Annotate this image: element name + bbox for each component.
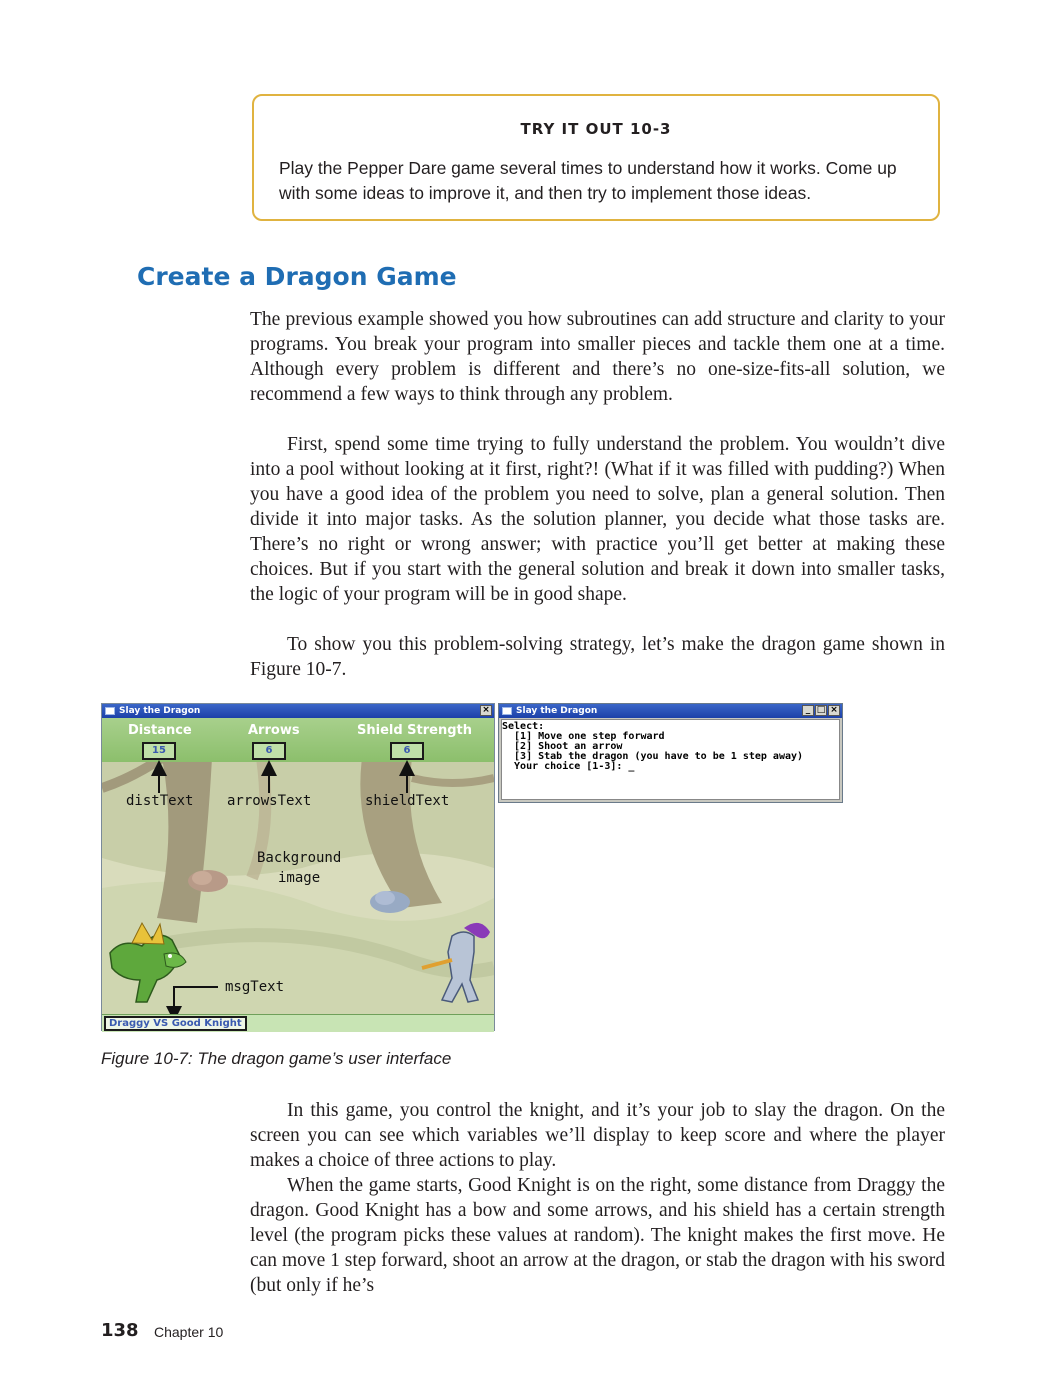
shield-value: 6: [403, 745, 411, 756]
paragraph: In this game, you control the knight, and it’s your job to slay the dragon. On the screen you can see which variables we’ll display to keep score and where the player makes a choice of three actions to play.: [250, 1100, 945, 1171]
game-scene: [102, 718, 494, 1014]
msg-text-annotation: msgText: [225, 979, 285, 995]
background-annotation-line-2: image: [278, 870, 321, 886]
try-it-out-title: TRY IT OUT 10-3: [520, 120, 672, 138]
window-controls: [802, 705, 840, 716]
game-window-titlebar: [102, 704, 494, 718]
paragraph: First, spend some time trying to fully understand the problem. You wouldn’t dive into a pool without looking at it first, right?! (What if it was filled with pudding?) When you have a good idea of the problem you need to solve, plan a general solution. Then divide it into major tasks. As the solution planner, you decide what those tasks are. There’s no right or wrong answer; with practice you’ll get better at making these choices. But if you start with the general solution and break it down into smaller tasks, the logic of your program will be in good shape.: [250, 434, 945, 605]
console-window: [498, 703, 843, 803]
console-app-icon: [502, 707, 512, 715]
paragraph: The previous example showed you how subroutines can add structure and clarity to your programs. You break your program into smaller pieces and tackle them one at a time. Although every problem is different and there’s no one-size-fits-all solution, we recommend a few ways to think through any problem.: [250, 309, 945, 405]
annotation-arrows: [102, 718, 494, 1014]
paragraph: To show you this problem-solving strategy, let’s make the dragon game shown in Figure 10-7.: [250, 634, 945, 680]
close-button[interactable]: ×: [828, 705, 840, 716]
console-line: Your choice [1-3]: _: [502, 761, 635, 772]
console-window-title: Slay the Dragon: [516, 706, 598, 716]
arrows-label: Arrows: [248, 723, 300, 738]
chapter-label: Chapter 10: [154, 1324, 224, 1340]
game-window: [101, 703, 495, 1031]
shield-strength-label: Shield Strength: [357, 723, 473, 738]
app-icon: [105, 707, 115, 715]
try-it-out-box: [252, 94, 940, 221]
arrows-text-annotation: arrowsText: [227, 793, 312, 809]
section-heading: Create a Dragon Game: [137, 262, 457, 291]
console-window-titlebar: [499, 704, 842, 718]
distance-label: Distance: [128, 723, 192, 738]
console-line: Select:: [502, 721, 545, 732]
maximize-button[interactable]: □: [816, 705, 826, 715]
minimize-button[interactable]: _: [802, 705, 814, 716]
console-output[interactable]: [501, 719, 840, 800]
shield-text-annotation: shieldText: [365, 793, 450, 809]
page-number: 138: [101, 1320, 139, 1341]
arrows-value: 6: [265, 745, 273, 756]
game-window-title: Slay the Dragon: [119, 706, 201, 716]
msg-text-box: Draggy VS Good Knight: [104, 1016, 247, 1031]
figure-caption: Figure 10-7: The dragon game’s user interface: [101, 1049, 452, 1068]
status-bar: [102, 1014, 494, 1032]
close-button[interactable]: ×: [480, 705, 492, 716]
console-line: [2] Shoot an arrow: [502, 741, 623, 752]
background-annotation-line-1: Background: [257, 850, 342, 866]
try-it-out-body: Play the Pepper Dare game several times to understand how it works. Come up with some ideas to improve it, and then try to implement those ideas.: [279, 158, 897, 203]
console-line: [1] Move one step forward: [502, 731, 665, 742]
distance-value: 15: [152, 745, 166, 756]
console-line: [3] Stab the dragon (you have to be 1 step away): [502, 751, 804, 762]
paragraph: When the game starts, Good Knight is on the right, some distance from Draggy the dragon. Good Knight has a bow and some arrows, and his shield has a certain strength level (the program picks these values at random). The knight makes the first move. He can move 1 step forward, shoot an arrow at the dragon, or stab the dragon with his sword (but only if he’s: [250, 1175, 945, 1296]
dist-text-annotation: distText: [126, 793, 194, 809]
